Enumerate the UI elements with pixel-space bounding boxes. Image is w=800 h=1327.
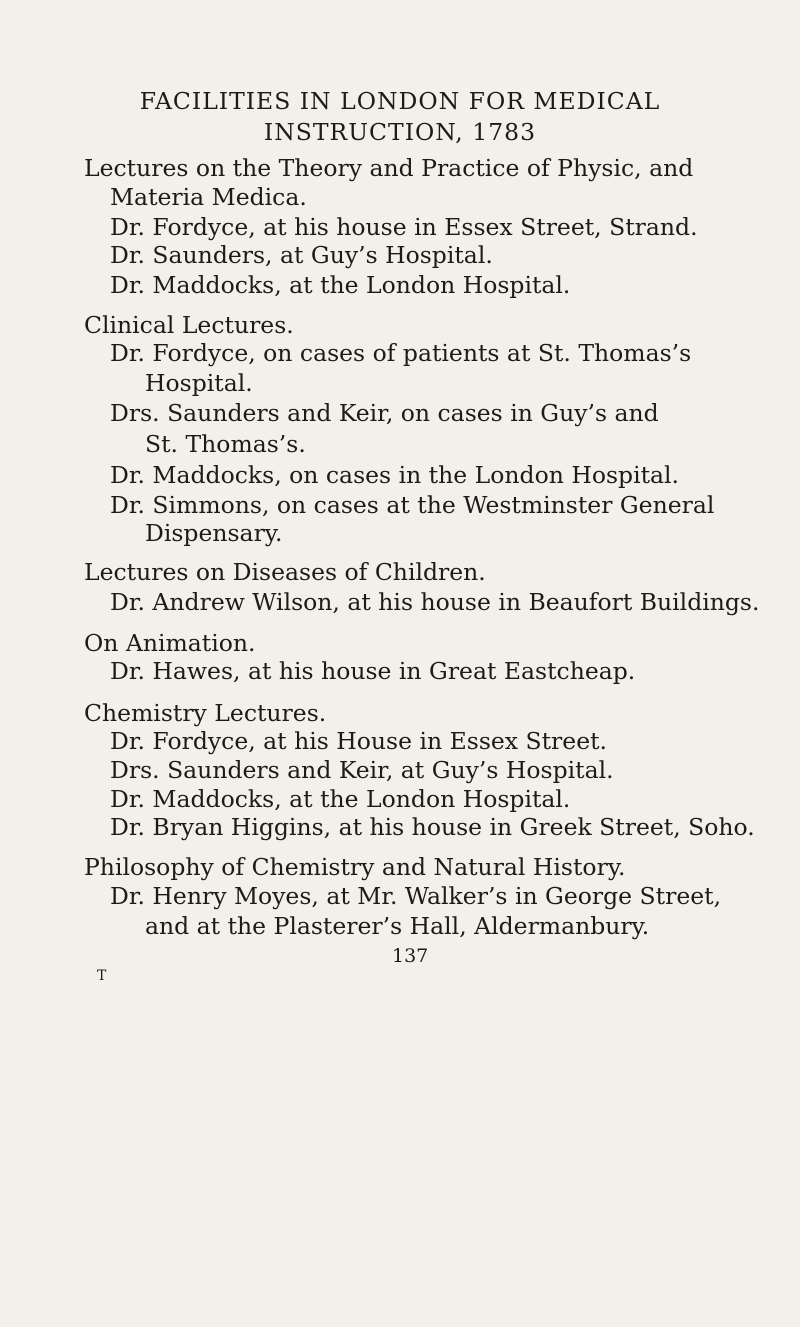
- entry-line: Dr. Henry Moyes, at Mr. Walker’s in George Street,: [110, 882, 722, 911]
- entry-line: Dr. Maddocks, at the London Hospital.: [110, 271, 571, 300]
- section-heading: Philosophy of Chemistry and Natural History.: [84, 852, 626, 881]
- title-line-2: INSTRUCTION, 1783: [263, 117, 537, 146]
- entry-line: Dr. Andrew Wilson, at his house in Beaufort Buildings.: [110, 588, 760, 617]
- entry-line: Dr. Fordyce, at his house in Essex Street, Strand.: [110, 212, 698, 241]
- section-heading: Materia Medica.: [110, 182, 307, 211]
- title-line-1: FACILITIES IN LONDON FOR MEDICAL: [139, 87, 661, 115]
- page-number: 137: [392, 945, 429, 968]
- entry-line: Dr. Fordyce, at his House in Essex Street.: [110, 727, 608, 756]
- entry-line: Dr. Saunders, at Guy’s Hospital.: [110, 241, 493, 270]
- entry-line: Dr. Maddocks, on cases in the London Hospital.: [110, 461, 680, 490]
- entry-line: Dr. Simmons, on cases at the Westminster General: [110, 490, 715, 519]
- entry-line: Dr. Fordyce, on cases of patients at St. Thomas’s: [110, 339, 692, 368]
- entry-line: Drs. Saunders and Keir, on cases in Guy’s and: [110, 399, 659, 428]
- entry-line: Dr. Hawes, at his house in Great Eastcheap.: [110, 657, 636, 686]
- entry-line: Hospital.: [145, 368, 253, 397]
- section-heading: Chemistry Lectures.: [84, 698, 327, 727]
- entry-line: Drs. Saunders and Keir, at Guy’s Hospital.: [110, 755, 614, 784]
- entry-line: St. Thomas’s.: [145, 430, 306, 459]
- section-heading: Lectures on Diseases of Children.: [84, 558, 486, 587]
- signature-mark: T: [97, 968, 107, 985]
- section-heading: Lectures on the Theory and Practice of Physic, and: [84, 153, 694, 182]
- entry-line: and at the Plasterer’s Hall, Aldermanbury.: [145, 911, 650, 940]
- section-heading: Clinical Lectures.: [84, 311, 294, 340]
- entry-line: Dr. Maddocks, at the London Hospital.: [110, 784, 571, 813]
- entry-line: Dr. Bryan Higgins, at his house in Greek Street, Soho.: [110, 813, 755, 842]
- section-heading: On Animation.: [84, 628, 256, 657]
- entry-line: Dispensary.: [145, 519, 283, 548]
